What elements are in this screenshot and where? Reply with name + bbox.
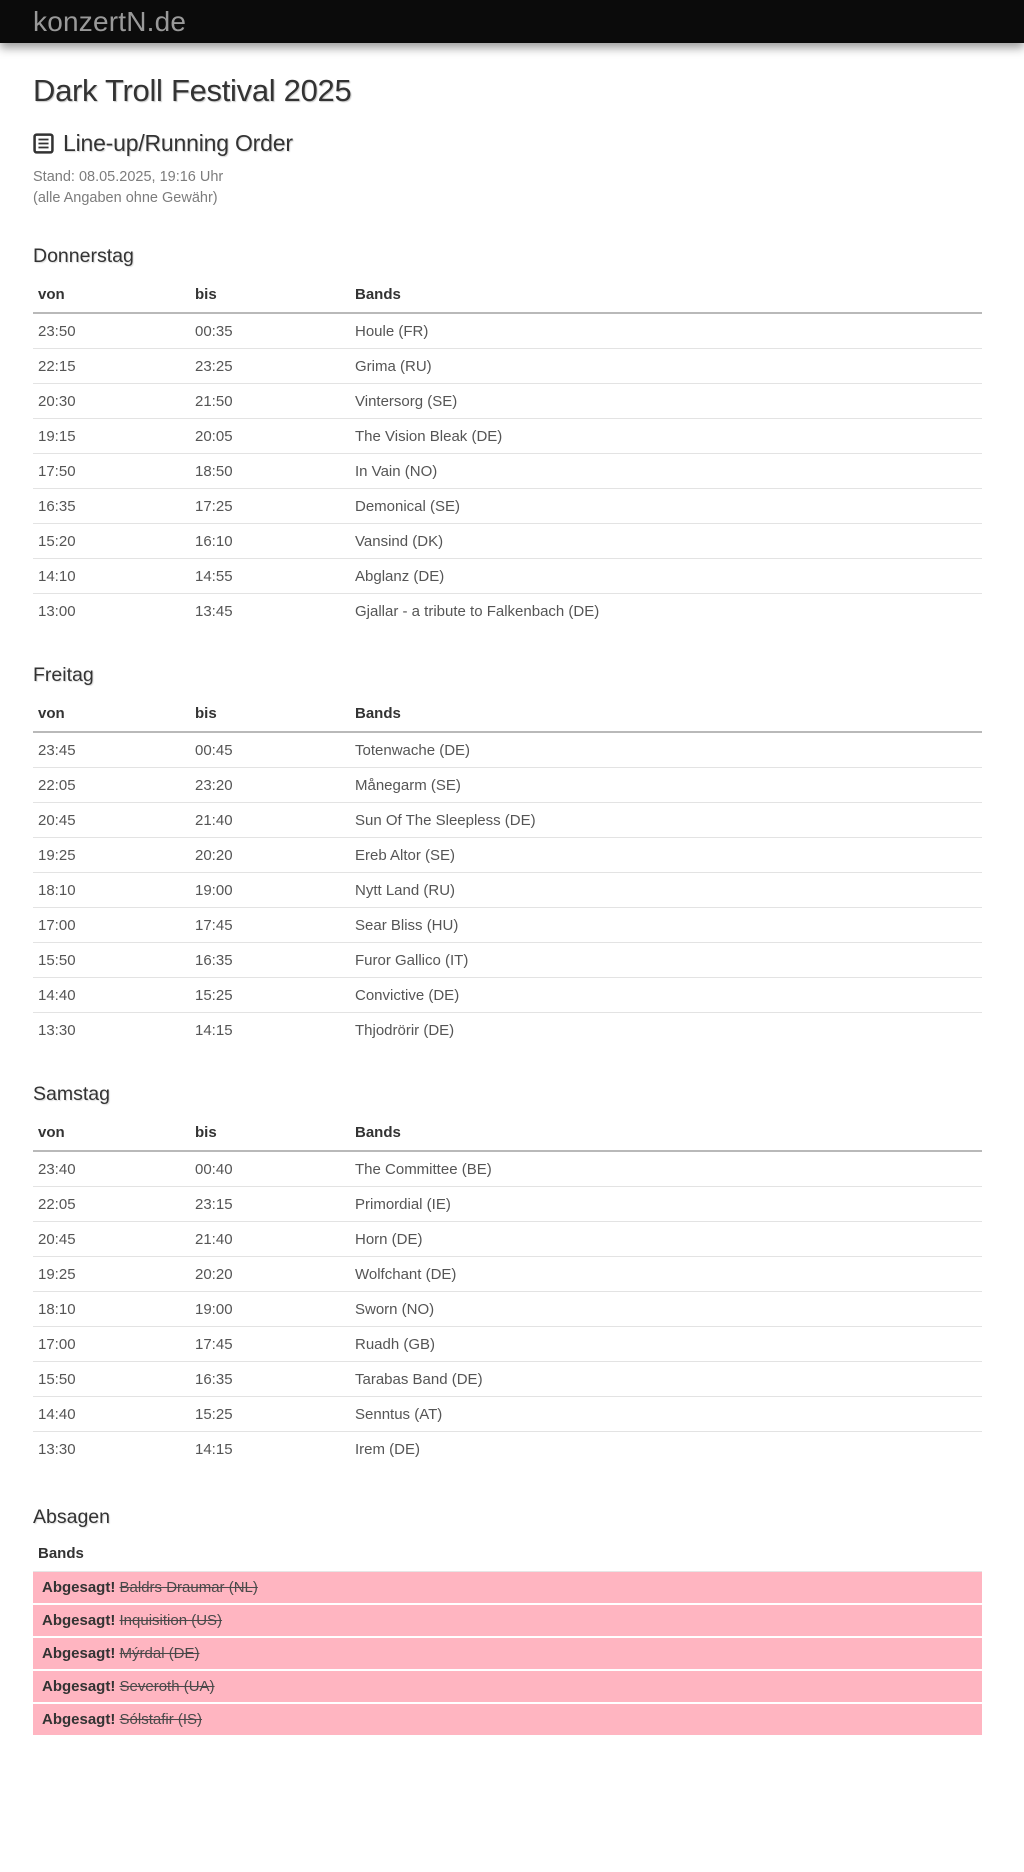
- schedule-row: [33, 978, 982, 1013]
- cancelled-band-name: Sólstafir (IS): [119, 1711, 203, 1729]
- day-section: [33, 245, 982, 628]
- cancellation-cell: [33, 1604, 982, 1637]
- cancellation-row: [33, 1703, 982, 1736]
- cell-bis: 23:15: [190, 1187, 350, 1222]
- cell-band: Gjallar - a tribute to Falkenbach (DE): [355, 603, 600, 621]
- cell-von: 20:45: [33, 1222, 190, 1257]
- cancelled-label: Abgesagt!: [42, 1612, 116, 1630]
- cell-bis: 00:35: [190, 313, 350, 349]
- schedule-row: [33, 1327, 982, 1362]
- col-bands: Bands: [350, 278, 982, 313]
- cancelled-band-name: Inquisition (US): [119, 1612, 223, 1630]
- schedule-row: [33, 803, 982, 838]
- day-section: [33, 664, 982, 1047]
- cell-bis: 20:20: [190, 1257, 350, 1292]
- cell-von: 23:45: [33, 732, 190, 768]
- cell-band: Thjodrörir (DE): [355, 1022, 455, 1040]
- cancellations-table: [33, 1539, 982, 1737]
- schedule-row: [33, 768, 982, 803]
- stand-disclaimer: (alle Angaben ohne Gewähr): [33, 190, 218, 207]
- schedule-rows: [33, 732, 982, 1047]
- cell-von: 17:00: [33, 1327, 190, 1362]
- cell-band: Vintersorg (SE): [350, 384, 982, 419]
- cancelled-label: Abgesagt!: [42, 1645, 116, 1663]
- cell-von: 18:10: [33, 1292, 190, 1327]
- cell-von: 22:05: [33, 768, 190, 803]
- cell-bis: 21:50: [190, 384, 350, 419]
- cell-bis: 14:55: [190, 559, 350, 594]
- cell-bis: 13:45: [195, 603, 233, 621]
- brand-logo-link[interactable]: konzertN.de: [33, 5, 187, 37]
- cell-von: 15:50: [33, 1362, 190, 1397]
- cell-band: Nytt Land (RU): [350, 873, 982, 908]
- cancellation-row: [33, 1670, 982, 1703]
- cell-bis: 20:20: [190, 838, 350, 873]
- schedule-header-row: [33, 1116, 982, 1151]
- cell-bis: 17:45: [190, 1327, 350, 1362]
- cell-bis: 18:50: [190, 454, 350, 489]
- cell-band: Convictive (DE): [350, 978, 982, 1013]
- cell-bis: 19:00: [190, 1292, 350, 1327]
- schedule-row: [33, 419, 982, 454]
- schedule-row: [33, 1257, 982, 1292]
- cell-bis: 14:15: [195, 1441, 233, 1459]
- cell-band: The Vision Bleak (DE): [350, 419, 982, 454]
- schedule-row: [33, 1292, 982, 1327]
- cell-band: In Vain (NO): [350, 454, 982, 489]
- schedule-row: [33, 943, 982, 978]
- stand-date: Stand: 08.05.2025, 19:16 Uhr: [33, 169, 224, 185]
- cancelled-label: Abgesagt!: [42, 1711, 116, 1729]
- cell-bis: 20:05: [190, 419, 350, 454]
- cancelled-label: Abgesagt!: [42, 1678, 116, 1696]
- schedule-row: [33, 313, 982, 349]
- cell-von: 23:50: [33, 313, 190, 349]
- col-cancelled-bands: Bands: [33, 1539, 982, 1572]
- cell-band: Wolfchant (DE): [350, 1257, 982, 1292]
- cell-von: 13:00: [38, 603, 76, 621]
- schedule-rows: [33, 313, 982, 628]
- day-sections: [33, 245, 982, 1466]
- schedule-row: [33, 1013, 982, 1048]
- schedule-header-row: [33, 278, 982, 313]
- schedule-row: [33, 1432, 982, 1467]
- col-bands: Bands: [350, 1116, 982, 1151]
- schedule-row: [33, 559, 982, 594]
- cell-von: 14:40: [33, 1397, 190, 1432]
- cell-von: 17:00: [33, 908, 190, 943]
- cell-band: Grima (RU): [350, 349, 982, 384]
- schedule-row: [33, 349, 982, 384]
- day-section: [33, 1083, 982, 1466]
- cell-band: Vansind (DK): [350, 524, 982, 559]
- cell-band: Furor Gallico (IT): [350, 943, 982, 978]
- schedule-row: [33, 838, 982, 873]
- col-von: von: [33, 697, 190, 732]
- cell-bis: 00:45: [190, 732, 350, 768]
- cell-bis: 14:15: [195, 1022, 233, 1040]
- page-title: Dark Troll Festival 2025: [33, 73, 352, 108]
- cell-bis: 16:35: [190, 943, 350, 978]
- cell-band: Tarabas Band (DE): [350, 1362, 982, 1397]
- cell-band: Houle (FR): [350, 313, 982, 349]
- cell-bis: 21:40: [190, 1222, 350, 1257]
- day-title: Donnerstag: [33, 245, 134, 268]
- cancellation-rows: [33, 1572, 982, 1737]
- cancellations-header-row: [33, 1539, 982, 1572]
- cell-bis: 17:45: [190, 908, 350, 943]
- schedule-row: [33, 524, 982, 559]
- cancelled-band-name: Severoth (UA): [119, 1678, 215, 1696]
- cell-band: Horn (DE): [350, 1222, 982, 1257]
- schedule-row: [33, 1397, 982, 1432]
- cell-band: Irem (DE): [355, 1441, 420, 1459]
- schedule-table: [33, 1116, 982, 1466]
- schedule-header-row: [33, 697, 982, 732]
- status-line: [33, 167, 982, 209]
- cell-von: 16:35: [33, 489, 190, 524]
- cell-bis: 21:40: [190, 803, 350, 838]
- cell-band: Sear Bliss (HU): [350, 908, 982, 943]
- cell-band: Sun Of The Sleepless (DE): [350, 803, 982, 838]
- day-title: Freitag: [33, 664, 94, 687]
- cell-von: 19:15: [33, 419, 190, 454]
- cell-von: 13:30: [38, 1441, 76, 1459]
- schedule-row: [33, 489, 982, 524]
- cancellation-cell: [33, 1670, 982, 1703]
- cell-band: The Committee (BE): [350, 1151, 982, 1187]
- schedule-row: [33, 1151, 982, 1187]
- col-von: von: [33, 1116, 190, 1151]
- cell-von: 23:40: [33, 1151, 190, 1187]
- cancellation-row: [33, 1637, 982, 1670]
- cancellation-cell: [33, 1703, 982, 1736]
- cell-band: Abglanz (DE): [350, 559, 982, 594]
- cell-von: 14:10: [33, 559, 190, 594]
- schedule-table: [33, 278, 982, 628]
- lineup-section-label: Line-up/Running Order: [63, 130, 293, 156]
- schedule-row: [33, 1187, 982, 1222]
- cell-bis: 23:20: [190, 768, 350, 803]
- col-von: von: [33, 278, 190, 313]
- cell-bis: 15:25: [190, 1397, 350, 1432]
- day-title: Samstag: [33, 1083, 110, 1106]
- cell-von: 18:10: [33, 873, 190, 908]
- col-bis: bis: [190, 1116, 350, 1151]
- cell-band: Totenwache (DE): [350, 732, 982, 768]
- col-bis: bis: [190, 697, 350, 732]
- cell-bis: 16:35: [190, 1362, 350, 1397]
- cancelled-band-name: Baldrs Draumar (NL): [119, 1579, 258, 1597]
- cancellation-cell: [33, 1637, 982, 1670]
- schedule-rows: [33, 1151, 982, 1466]
- schedule-row: [33, 594, 982, 629]
- cancellation-row: [33, 1604, 982, 1637]
- schedule-row: [33, 908, 982, 943]
- cell-band: Senntus (AT): [350, 1397, 982, 1432]
- col-bis: bis: [190, 278, 350, 313]
- cancelled-label: Abgesagt!: [42, 1579, 116, 1597]
- cell-band: Ereb Altor (SE): [350, 838, 982, 873]
- cell-bis: 00:40: [190, 1151, 350, 1187]
- schedule-row: [33, 384, 982, 419]
- col-bands: Bands: [350, 697, 982, 732]
- lineup-section-title: [33, 130, 982, 157]
- cell-band: Primordial (IE): [350, 1187, 982, 1222]
- cell-band: Sworn (NO): [350, 1292, 982, 1327]
- cancellations-title: Absagen: [33, 1506, 110, 1529]
- cell-von: 19:25: [33, 1257, 190, 1292]
- cancellations-section: [33, 1506, 982, 1737]
- cell-von: 17:50: [33, 454, 190, 489]
- cell-band: Demonical (SE): [350, 489, 982, 524]
- cell-band: Ruadh (GB): [350, 1327, 982, 1362]
- cell-von: 13:30: [38, 1022, 76, 1040]
- schedule-row: [33, 1362, 982, 1397]
- cell-von: 20:30: [33, 384, 190, 419]
- cell-von: 20:45: [33, 803, 190, 838]
- cancelled-band-name: Mýrdal (DE): [119, 1645, 200, 1663]
- schedule-row: [33, 1222, 982, 1257]
- list-icon: [33, 133, 54, 154]
- cell-von: 22:15: [33, 349, 190, 384]
- schedule-row: [33, 873, 982, 908]
- cell-bis: 19:00: [190, 873, 350, 908]
- site-header: [0, 0, 1024, 43]
- cell-von: 22:05: [33, 1187, 190, 1222]
- cell-von: 14:40: [33, 978, 190, 1013]
- page-content: [0, 73, 1024, 1755]
- cell-von: 19:25: [33, 838, 190, 873]
- cell-bis: 15:25: [190, 978, 350, 1013]
- cell-von: 15:50: [33, 943, 190, 978]
- schedule-row: [33, 454, 982, 489]
- cell-von: 15:20: [33, 524, 190, 559]
- cancellation-row: [33, 1572, 982, 1605]
- schedule-table: [33, 697, 982, 1047]
- cell-bis: 16:10: [190, 524, 350, 559]
- cancellation-cell: [33, 1572, 982, 1605]
- schedule-row: [33, 732, 982, 768]
- cell-bis: 23:25: [190, 349, 350, 384]
- cell-band: Månegarm (SE): [350, 768, 982, 803]
- cell-bis: 17:25: [190, 489, 350, 524]
